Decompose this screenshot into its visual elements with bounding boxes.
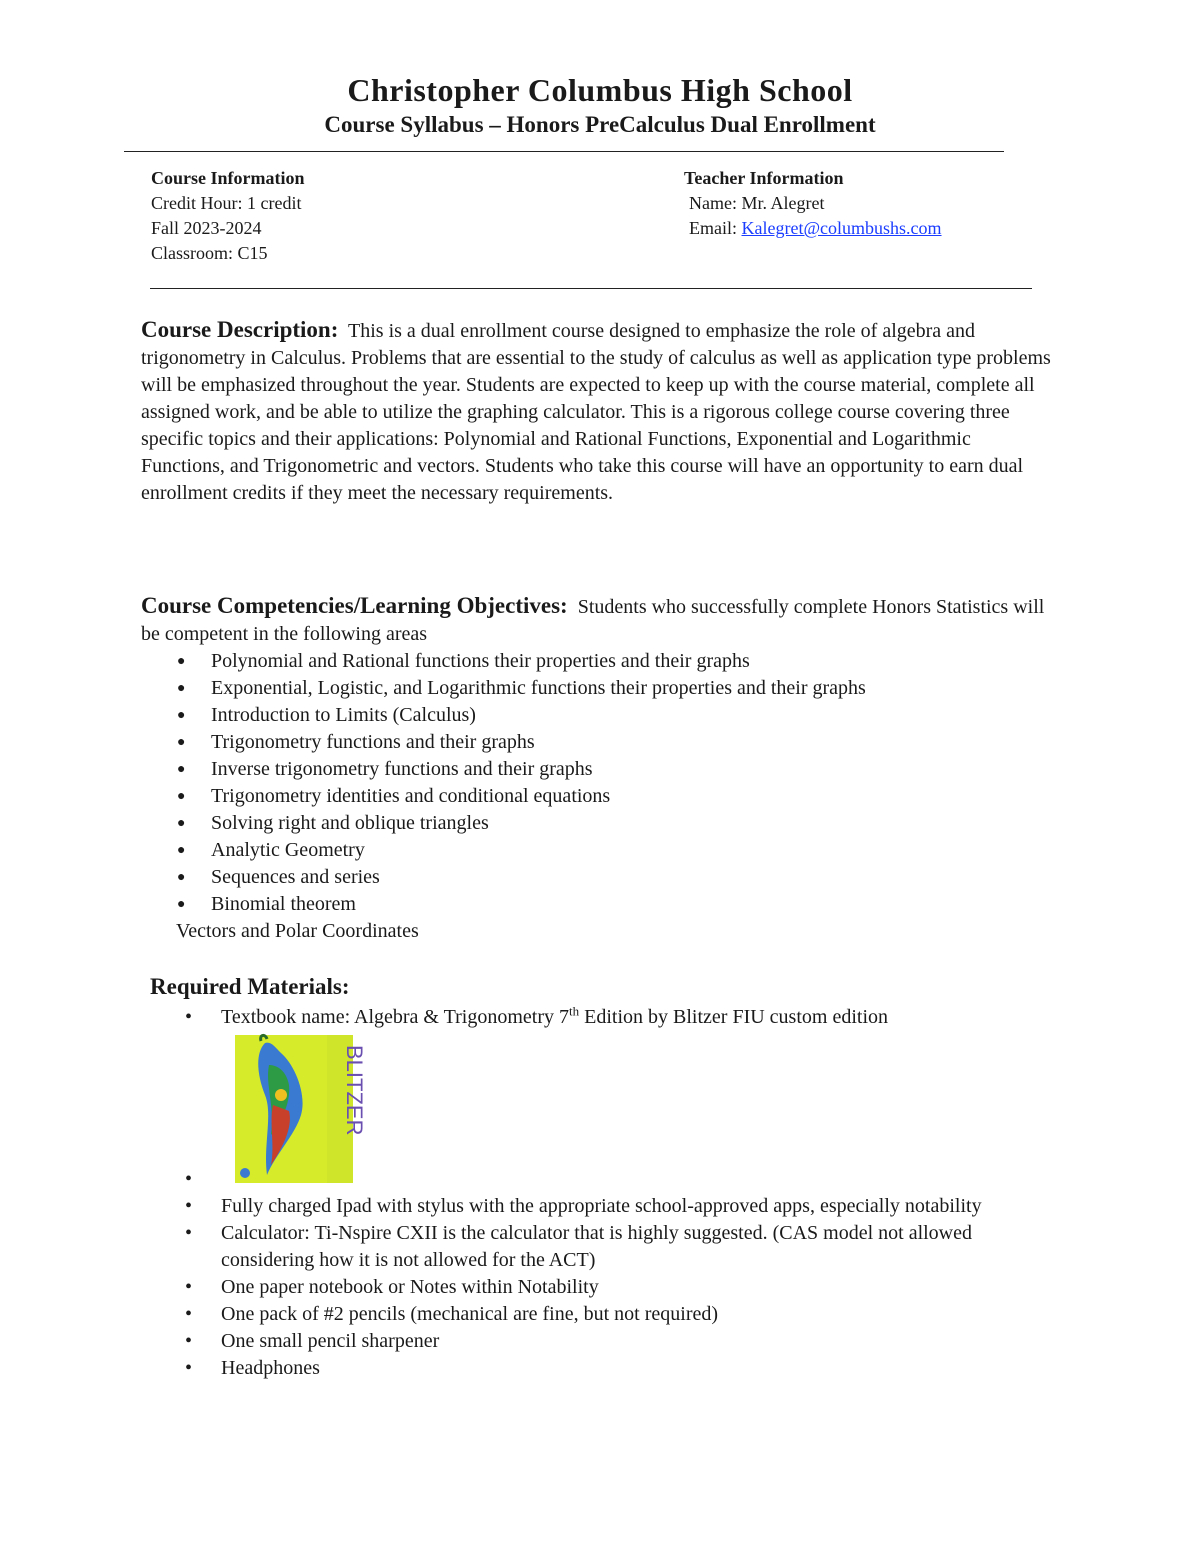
material-item: • Headphones bbox=[141, 1355, 1056, 1382]
email-label: Email: bbox=[689, 218, 742, 238]
cover-bullet bbox=[141, 1166, 1056, 1193]
teacher-email-link[interactable]: Kalegret@columbushs.com bbox=[741, 218, 942, 238]
material-item: • One pack of #2 pencils (mechanical are fine, but not required) bbox=[141, 1301, 1056, 1328]
objective-item: ● Sequences and series bbox=[141, 864, 1056, 891]
objective-item: ● Binomial theorem bbox=[141, 891, 1056, 918]
info-divider bbox=[150, 288, 1032, 289]
materials-list-block bbox=[141, 1166, 1056, 1382]
school-title: Christopher Columbus High School bbox=[347, 72, 853, 108]
classroom: Classroom: C15 bbox=[151, 243, 268, 263]
materials-list bbox=[141, 1166, 1056, 1382]
course-information bbox=[151, 166, 305, 266]
competencies-heading: Course Competencies/Learning Objectives: bbox=[141, 593, 568, 618]
required-materials-heading: Required Materials: bbox=[150, 974, 350, 999]
term: Fall 2023-2024 bbox=[151, 218, 262, 238]
course-info-heading: Course Information bbox=[151, 168, 305, 188]
material-item: • One paper notebook or Notes within Notability bbox=[141, 1274, 1056, 1301]
objective-item: ● Trigonometry identities and conditional equations bbox=[141, 783, 1056, 810]
credit-hour: Credit Hour: 1 credit bbox=[151, 193, 302, 213]
objective-item: ● Introduction to Limits (Calculus) bbox=[141, 702, 1056, 729]
course-description-heading: Course Description: bbox=[141, 317, 339, 342]
teacher-email-row bbox=[684, 216, 942, 241]
cover-brand-text: BLITZER bbox=[342, 1045, 367, 1136]
competencies-intro: Students who successfully complete Honors Statistics will be competent in the following areas bbox=[141, 596, 1045, 645]
header-divider bbox=[124, 151, 1004, 152]
competencies-section bbox=[141, 592, 1056, 945]
textbook-item: • Textbook name: Algebra & Trigonometry 7th Edition by Blitzer FIU custom edition bbox=[141, 1004, 1056, 1031]
textbook-line bbox=[141, 1004, 1056, 1031]
objectives-list bbox=[141, 648, 1056, 918]
course-description-text: This is a dual enrollment course designed to emphasize the role of algebra and trigonometry in Calculus. Problems that are essential to the study of calculus as well as application type problems will be emphasized throughout the year. Students are expected to keep up with the course material, complete all assigned work, and be able to utilize the graphing calculator. This is a rigorous college course covering three specific topics and their applications: Polynomial and Rational Functions, Exponential and Logarithmic Functions, and Trigonometric and vectors. Students who take this course will have an opportunity to earn dual enrollment credits if they meet the necessary requirements. bbox=[141, 320, 1051, 504]
objective-item: ● Polynomial and Rational functions their properties and their graphs bbox=[141, 648, 1056, 675]
objective-item: ● Exponential, Logistic, and Logarithmic functions their properties and their graphs bbox=[141, 675, 1056, 702]
teacher-name: Name: Mr. Alegret bbox=[689, 193, 825, 213]
objective-item: ● Analytic Geometry bbox=[141, 837, 1056, 864]
material-item: • Calculator: Ti-Nspire CXII is the calculator that is highly suggested. (CAS model not allowed considering how it is not allowed for the ACT) bbox=[141, 1220, 1056, 1274]
teacher-information bbox=[684, 166, 942, 241]
course-description bbox=[141, 316, 1056, 507]
material-item: • Fully charged Ipad with stylus with the appropriate school-approved apps, especially notability bbox=[141, 1193, 1056, 1220]
syllabus-subtitle: Course Syllabus – Honors PreCalculus Dual Enrollment bbox=[324, 112, 876, 137]
objective-item: ● Solving right and oblique triangles bbox=[141, 810, 1056, 837]
textbook-cover-image bbox=[235, 1035, 367, 1183]
objective-item: ● Inverse trigonometry functions and their graphs bbox=[141, 756, 1056, 783]
objective-trailing: Vectors and Polar Coordinates bbox=[176, 920, 419, 942]
objective-item: ● Trigonometry functions and their graphs bbox=[141, 729, 1056, 756]
material-item: • One small pencil sharpener bbox=[141, 1328, 1056, 1355]
teacher-info-heading: Teacher Information bbox=[684, 168, 844, 188]
